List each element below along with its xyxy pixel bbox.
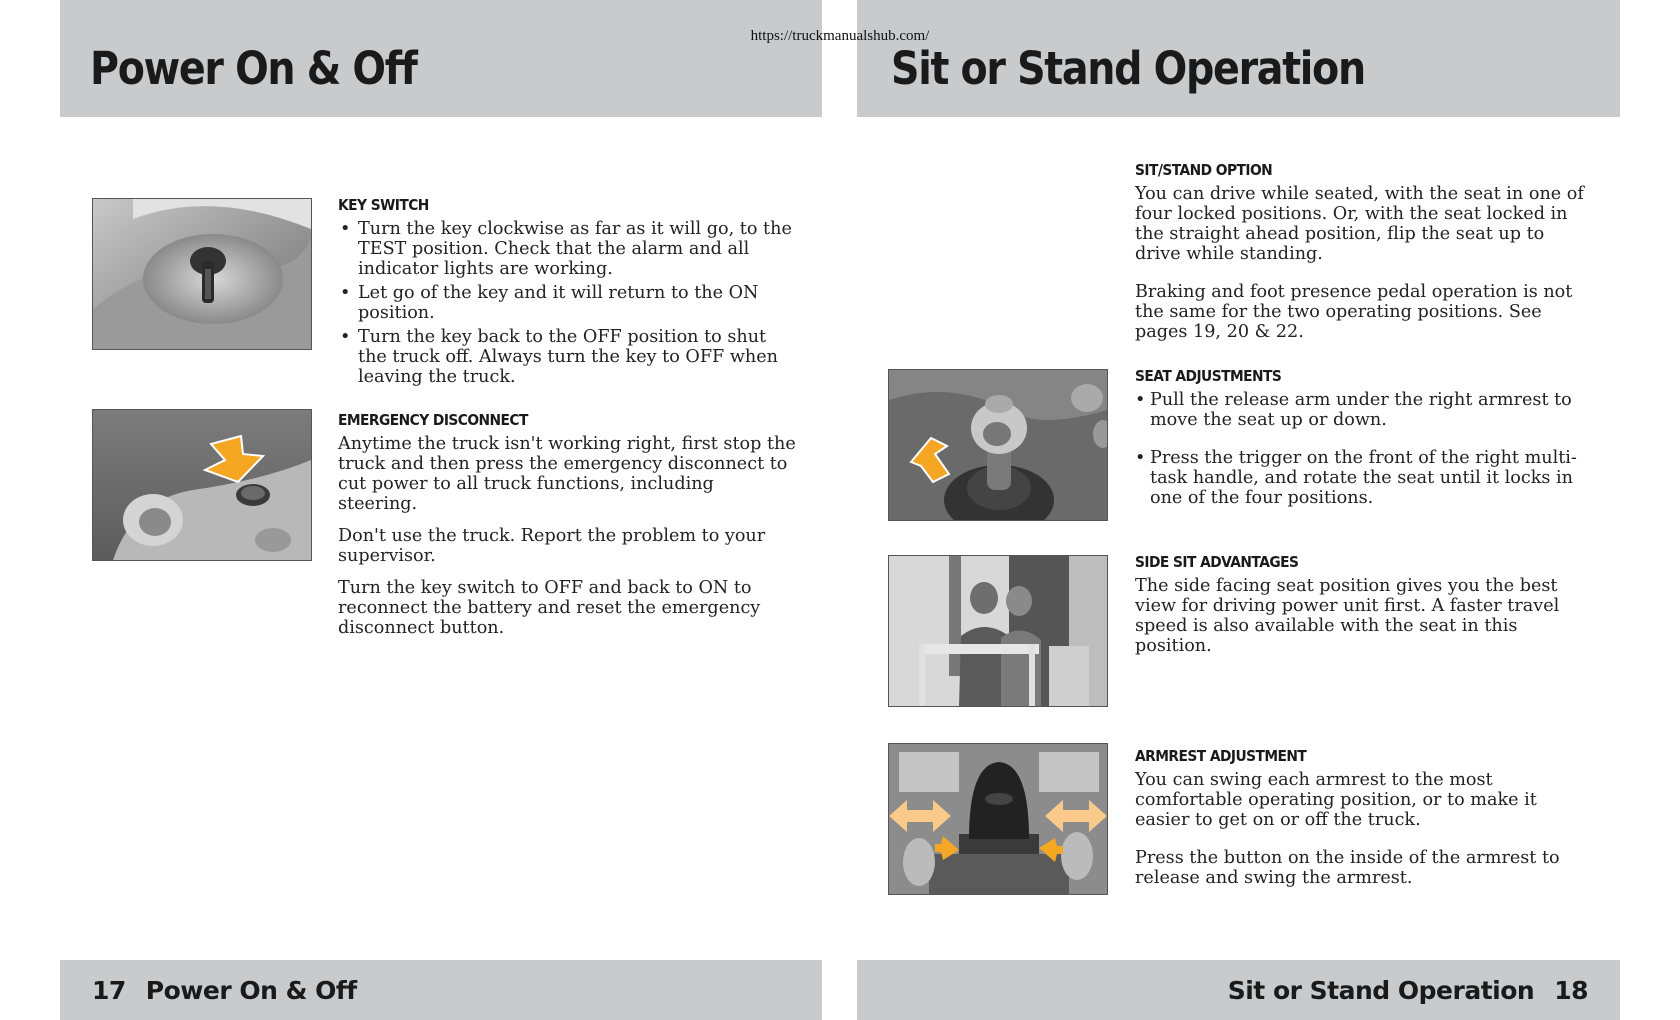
list-item: • Press the trigger on the front of the right multi-task handle, and rotate the seat until it locks in one of the four positions. [1135, 448, 1595, 508]
list-item: • Let go of the key and it will return to the ON position. [338, 283, 798, 323]
seat-adjustments-section [1135, 366, 1595, 512]
armrest-section [1135, 746, 1595, 900]
paragraph: Anytime the truck isn't working right, first stop the truck and then press the emergency disconnect to cut power to all truck functions, including steering. [338, 434, 796, 514]
side-sit-photo [888, 555, 1108, 707]
paragraph: Braking and foot presence pedal operation is not the same for the two operating positions. See pages 19, 20 & 22. [1135, 282, 1573, 342]
seat-adjustments-list [1135, 390, 1595, 508]
paragraph: You can drive while seated, with the seat in one of four locked positions. Or, with the seat locked in the straight ahead position, flip the seat up to drive while standing. [1135, 184, 1584, 264]
key-switch-section [338, 195, 798, 391]
footer-title: Power On & Off [145, 976, 357, 1005]
sit-stand-heading: SIT/STAND OPTION [1135, 161, 1273, 179]
key-switch-heading: KEY SWITCH [338, 196, 429, 214]
paragraph: Turn the key switch to OFF and back to ON to reconnect the battery and reset the emergency disconnect button. [338, 578, 761, 638]
right-page-title: Sit or Stand Operation [891, 42, 1365, 95]
emergency-disconnect-heading: EMERGENCY DISCONNECT [338, 411, 528, 429]
side-sit-heading: SIDE SIT ADVANTAGES [1135, 553, 1299, 571]
side-sit-section [1135, 552, 1595, 668]
emergency-disconnect-photo [92, 409, 312, 561]
key-switch-photo [92, 198, 312, 350]
footer-title: Sit or Stand Operation [1227, 976, 1535, 1005]
left-page-title: Power On & Off [90, 42, 417, 95]
paragraph: The side facing seat position gives you the best view for driving power unit first. A faster travel speed is also available with the seat in this position. [1135, 576, 1560, 656]
watermark-url: https://truckmanualshub.com/ [750, 28, 930, 44]
armrest-photo [888, 743, 1108, 895]
emergency-disconnect-section [338, 410, 798, 650]
paragraph: Press the button on the inside of the armrest to release and swing the armrest. [1135, 848, 1560, 888]
seat-adjustments-heading: SEAT ADJUSTMENTS [1135, 367, 1282, 385]
page-number: 18 [1554, 976, 1588, 1005]
list-item: • Turn the key clockwise as far as it will go, to the TEST position. Check that the alarm and all indicator lights are working. [338, 219, 798, 279]
armrest-heading: ARMREST ADJUSTMENT [1135, 747, 1307, 765]
key-switch-list [338, 219, 798, 387]
left-footer [92, 976, 357, 1005]
paragraph: You can swing each armrest to the most comfortable operating position, or to make it easier to get on or off the truck. [1135, 770, 1537, 830]
right-footer [1228, 976, 1588, 1005]
list-item: • Turn the key back to the OFF position to shut the truck off. Always turn the key to OFF when leaving the truck. [338, 327, 798, 387]
page-number: 17 [92, 976, 126, 1005]
sit-stand-section [1135, 160, 1595, 354]
seat-adjustment-photo [888, 369, 1108, 521]
paragraph: Don't use the truck. Report the problem to your supervisor. [338, 526, 766, 566]
list-item: • Pull the release arm under the right armrest to move the seat up or down. [1135, 390, 1595, 430]
